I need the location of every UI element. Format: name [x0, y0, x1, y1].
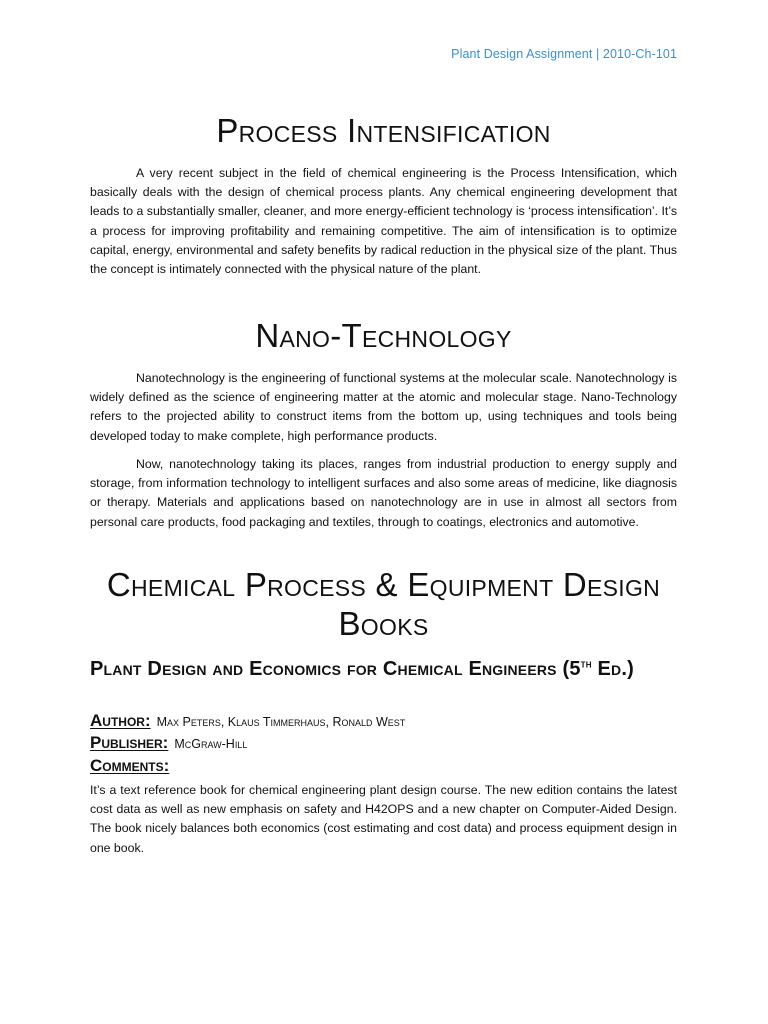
paragraph: Now, nanotechnology taking its places, ranges from industrial production to energy supply and storage, from information technology to intelligent surfaces and also some areas of medicine, like diagnosis or therapy. Materials and applications based on nanotechnology are in use in almost all sectors from personal care products, food packaging and textiles, through to coatings, electronics and automotive.: [90, 457, 677, 529]
section-title-books: Chemical Process & Equipment Design Books: [106, 566, 661, 642]
publisher-label: Publisher:: [90, 733, 169, 752]
book-author-row: [90, 711, 677, 731]
section-title-nano-technology: Nano-Technology: [255, 317, 512, 354]
book-comments-row: [90, 756, 677, 776]
paragraph: A very recent subject in the field of chemical engineering is the Process Intensification, which basically deals with the design of chemical process plants. Any chemical engineering development that leads to a substantially smaller, cleaner, and more energy-efficient technology is ‘process intensification’. It’s a process for improving profitability and remaining competitive. The aim of intensification is to optimize capital, energy, environmental and safety benefits by radical reduction in the physical size of the plant. Thus the concept is intimately connected with the physical nature of the plant.: [90, 166, 677, 277]
section-title-process-intensification: Process Intensification: [216, 112, 551, 149]
nano-technology-body-2: [90, 455, 677, 532]
author-value: Max Peters, Klaus Timmerhaus, Ronald West: [156, 715, 406, 729]
page-header: Plant Design Assignment | 2010-Ch-101: [451, 47, 677, 61]
book-publisher-row: [90, 733, 677, 753]
paragraph: Nanotechnology is the engineering of functional systems at the molecular scale. Nanotechnology is widely defined as the science of engineering matter at the atomic and molecular stage. Nano-Technology refers to the projected ability to construct items from the bottom up, using techniques and tools being developed today to make complete, high performance products.: [90, 371, 677, 443]
comments-label: Comments:: [90, 756, 170, 775]
nano-technology-body-1: [90, 369, 677, 446]
process-intensification-body: [90, 164, 677, 279]
book-title-superscript: th: [580, 658, 592, 671]
book-title: [90, 657, 677, 681]
author-label: Author:: [90, 711, 151, 730]
book-title-main: Plant Design and Economics for Chemical Engineers (5: [90, 658, 581, 680]
comments-body: [90, 781, 677, 858]
paragraph: It’s a text reference book for chemical engineering plant design course. The new edition contains the latest cost data as well as new emphasis on safety and H42OPS and a new chapter on Computer-Aided Design. The book nicely balances both economics (cost estimating and cost data) and process equipment design in one book.: [90, 783, 677, 855]
book-title-end: Ed.): [591, 658, 634, 680]
publisher-value: McGraw-Hill: [174, 737, 248, 751]
